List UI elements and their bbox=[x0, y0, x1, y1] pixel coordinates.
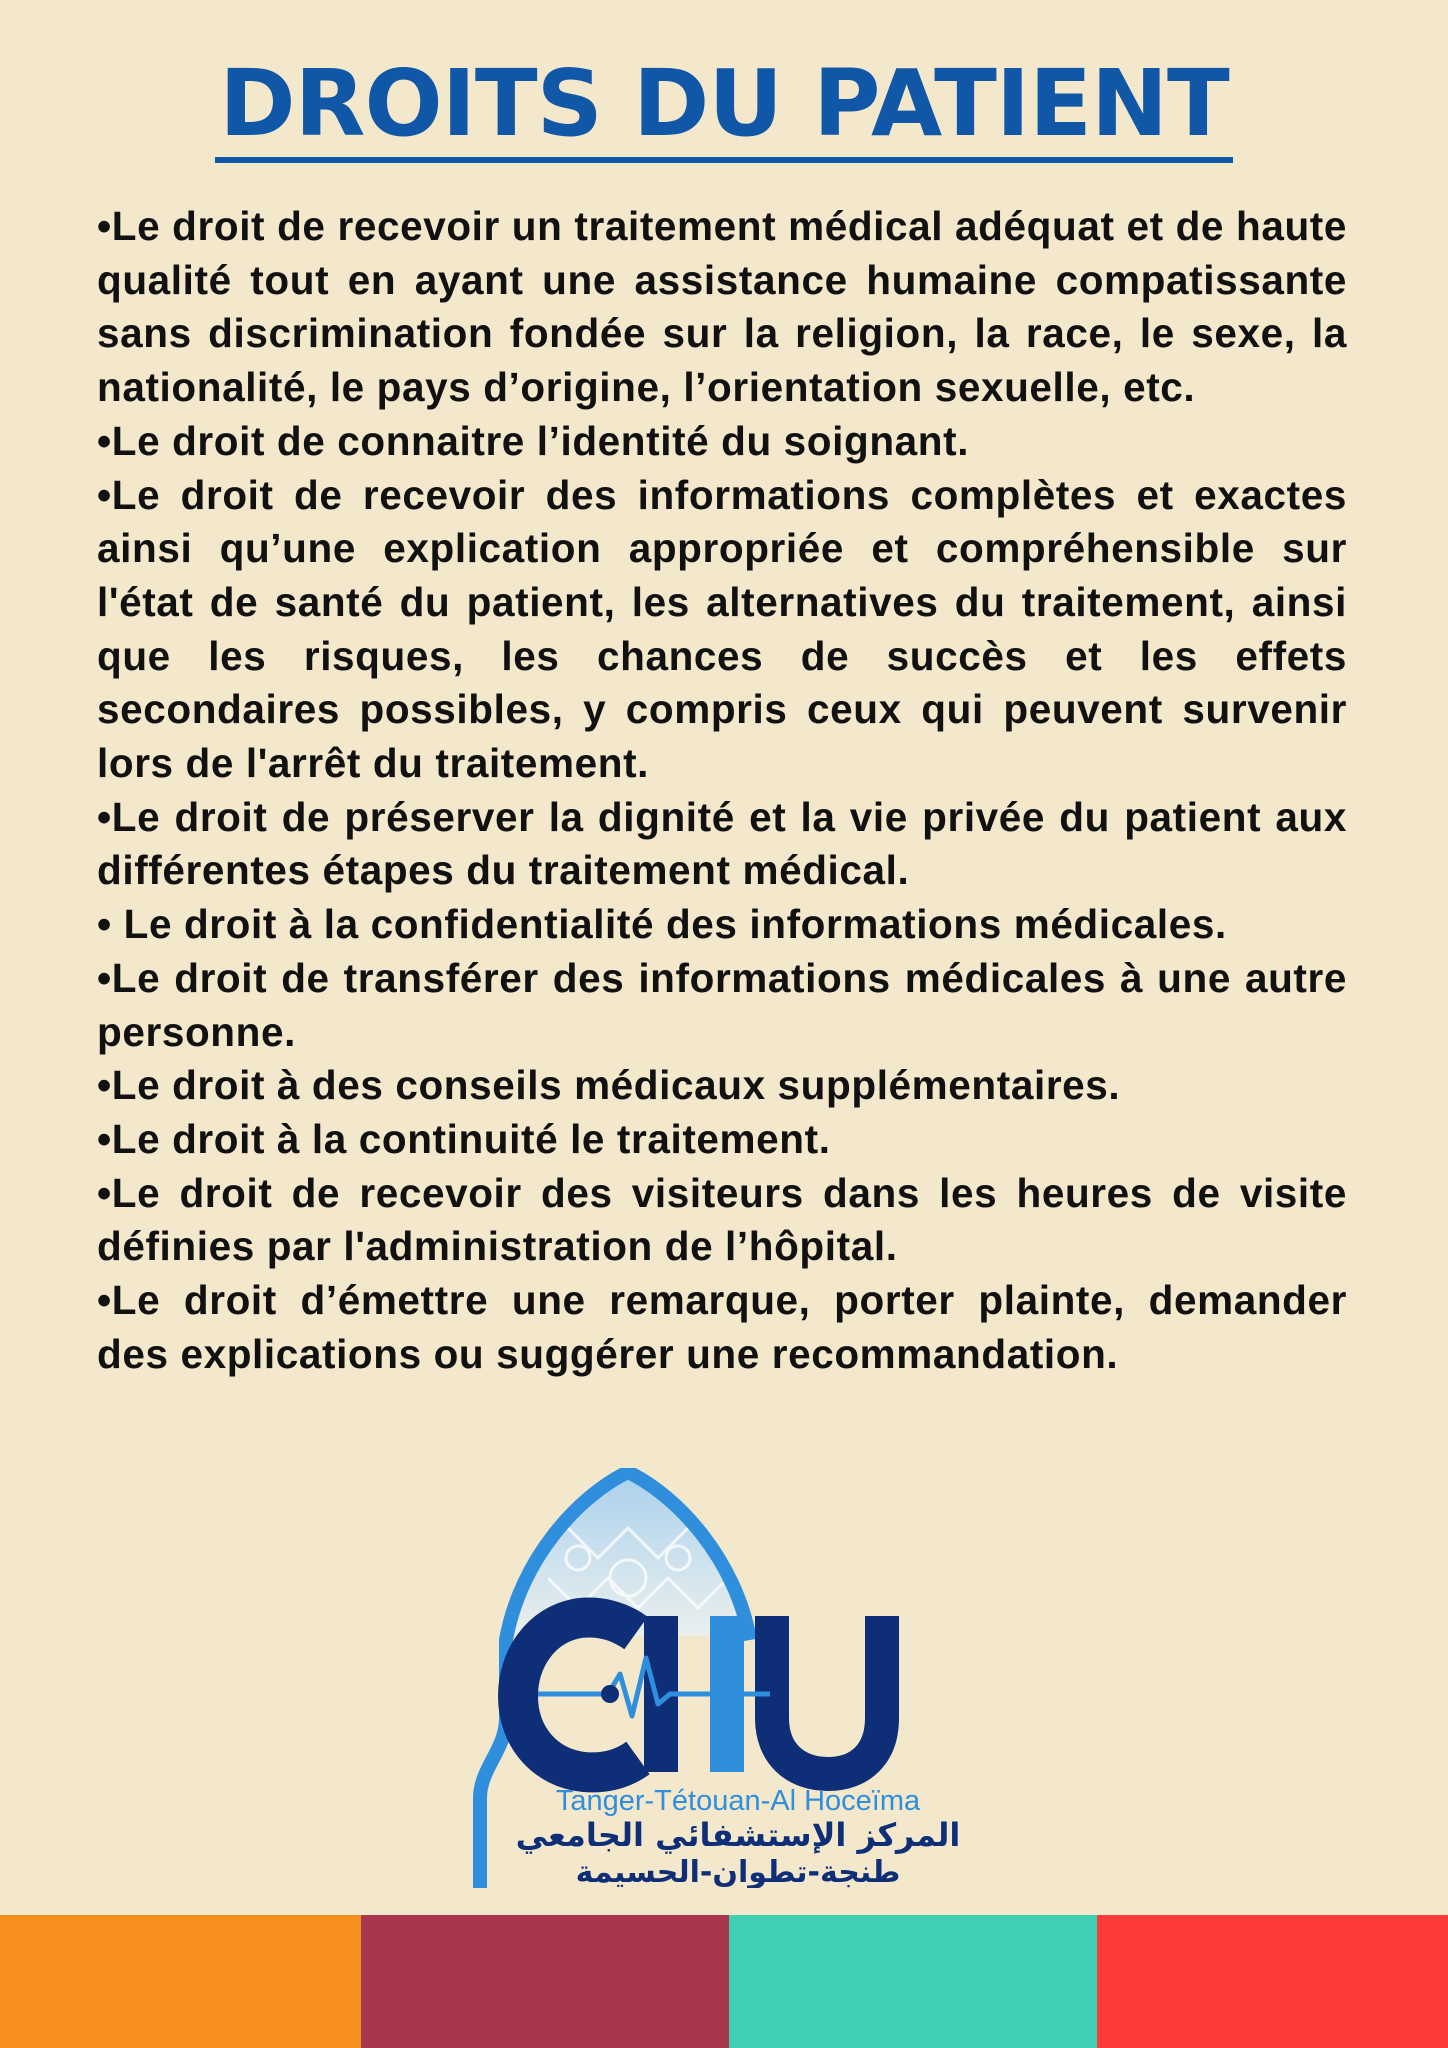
right-item: •Le droit d’émettre une remarque, porter plainte, demander des explications ou suggérer une recommandation. bbox=[97, 1277, 1347, 1377]
letter-u bbox=[772, 1616, 882, 1774]
right-item: •Le droit de recevoir un traitement médical adéquat et de haute qualité tout en ayant une assistance humaine compatissante sans discrimination fondée sur la religion, la race, le sexe, la nationalité, le pays d’origine, l’orientation sexuelle, etc. bbox=[97, 203, 1347, 411]
right-item: •Le droit de recevoir des visiteurs dans les heures de visite définies par l'administration de l’hôpital. bbox=[97, 1169, 1347, 1270]
heartbeat-dot bbox=[601, 1685, 619, 1703]
right-item: •Le droit à des conseils médicaux supplémentaires. bbox=[97, 1062, 1121, 1109]
logo-arabic-name: المركز الإستشفائي الجامعي bbox=[515, 1816, 961, 1854]
rights-list bbox=[97, 200, 1347, 1381]
right-item: •Le droit de transférer des informations médicales à une autre personne. bbox=[97, 954, 1347, 1055]
page-title: DROITS DU PATIENT bbox=[215, 52, 1232, 163]
right-item: •Le droit de recevoir des informations complètes et exactes ainsi qu’une explication appropriée et compréhensible sur l'état de santé du patient, les alternatives du traitement, ainsi que les risques, les chances de succès et les effets secondaires possibles, y compris ceux qui peuvent survenir lors de l'arrêt du traitement. bbox=[97, 471, 1347, 787]
band-orange bbox=[0, 1915, 361, 2048]
chu-logo bbox=[468, 1468, 1008, 1888]
right-item: •Le droit de préserver la dignité et la vie privée du patient aux différentes étapes du traitement médical. bbox=[97, 793, 1347, 894]
title-wrapper bbox=[0, 52, 1448, 163]
right-item: •Le droit à la continuité le traitement. bbox=[97, 1115, 831, 1162]
color-band-footer bbox=[0, 1915, 1448, 2048]
band-red bbox=[1097, 1915, 1448, 2048]
right-item: • Le droit à la confidentialité des informations médicales. bbox=[97, 901, 1227, 948]
band-burgundy bbox=[361, 1915, 729, 2048]
right-item: •Le droit de connaitre l’identité du soignant. bbox=[97, 417, 970, 464]
band-teal bbox=[729, 1915, 1097, 2048]
logo-region-text: Tanger-Tétouan-Al Hoceïma bbox=[555, 1785, 921, 1817]
logo-arabic-region: طنجة-تطوان-الحسيمة bbox=[575, 1855, 901, 1888]
